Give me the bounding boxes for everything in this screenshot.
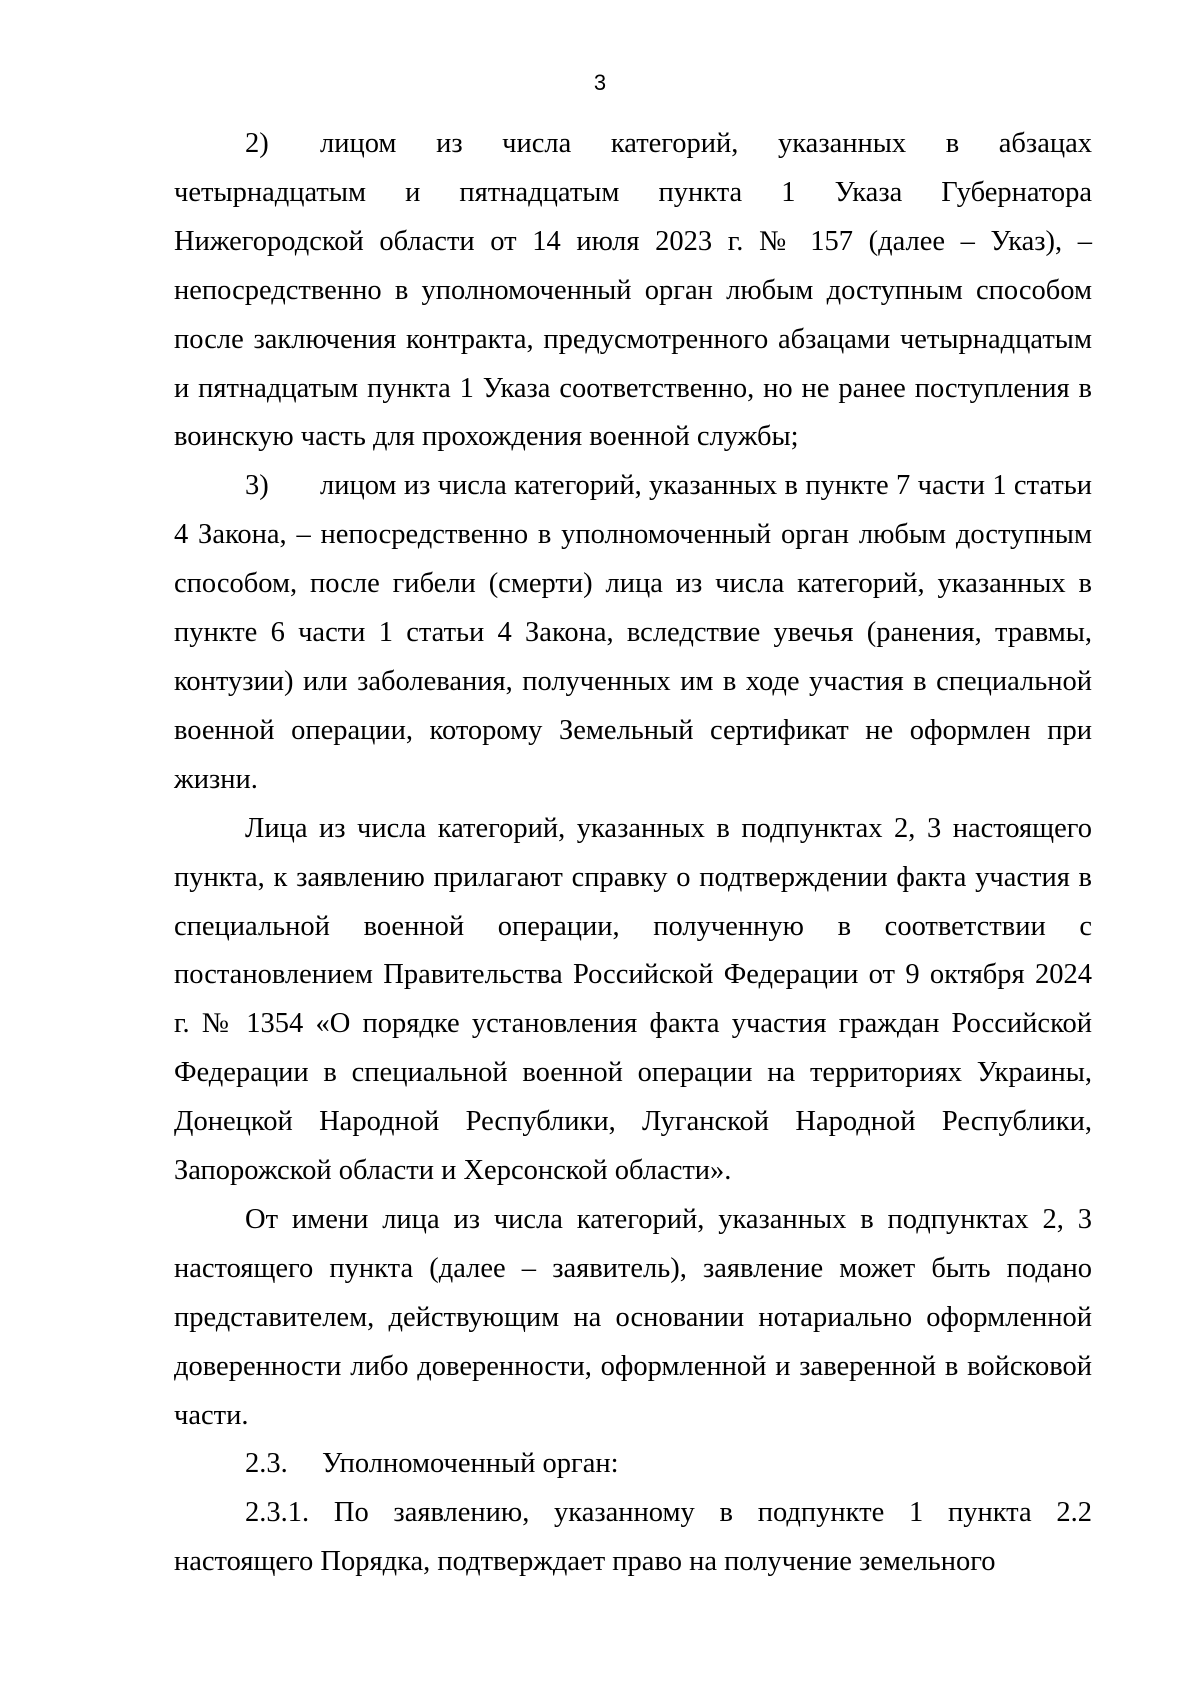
section-number: 2.3. xyxy=(245,1448,288,1480)
list-item-3 xyxy=(174,462,1092,804)
document-body xyxy=(174,120,1092,1587)
list-number: 2) xyxy=(245,128,269,159)
paragraph-representative: От имени лица из числа категорий, указанных в подпунктах 2, 3 настоящего пункта (далее – заявитель), заявление может быть подано представителем, действующим на основании нотариально оформленной доверенности либо доверенности, оформленной и заверенной в войсковой части. xyxy=(174,1203,1092,1431)
paragraph-2-3-1: 2.3.1. По заявлению, указанному в подпункте 1 пункта 2.2 настоящего Порядка, подтверждает право на получение земельного xyxy=(174,1497,1092,1578)
section-heading-2-3 xyxy=(174,1440,1092,1489)
paragraph-certificate: Лица из числа категорий, указанных в подпунктах 2, 3 настоящего пункта, к заявлению прилагают справку о подтверждении факта участия в специальной военной операции, полученную в соответствии с постановлением Правительства Российской Федерации от 9 октября 2024 г. № 1354 «О порядке установления факта участия граждан Российской Федерации в специальной военной операции на территориях Украины, Донецкой Народной Республики, Луганской Народной Республики, Запорожской области и Херсонской области». xyxy=(174,812,1092,1187)
section-title: Уполномоченный орган: xyxy=(322,1448,619,1480)
page-number: 3 xyxy=(593,70,607,95)
paragraph-text: лицом из числа категорий, указанных в пункте 7 части 1 статьи 4 Закона, – непосредственно в уполномоченный орган любым доступным способом, после гибели (смерти) лица из числа категорий, указанных в пункте 6 части 1 статьи 4 Закона, вследствие увечья (ранения, травмы, контузии) или заболевания, полученных им в ходе участия в специальной военной операции, которому Земельный сертификат не оформлен при жизни. xyxy=(174,470,1092,795)
list-item-2 xyxy=(174,120,1092,462)
list-number: 3) xyxy=(245,470,269,502)
paragraph-text: лицом из числа категорий, указанных в абзацах четырнадцатым и пятнадцатым пункта 1 Указа Губернатора Нижегородской области от 14 июля 2023 г. № 157 (далее – Указ), – непосредственно в уполномоченный орган любым доступным способом после заключения контракта, предусмотренного абзацами четырнадцатым и пятнадцатым пункта 1 Указа соответственно, но не ранее поступления в воинскую часть для прохождения военной службы; xyxy=(174,128,1092,453)
